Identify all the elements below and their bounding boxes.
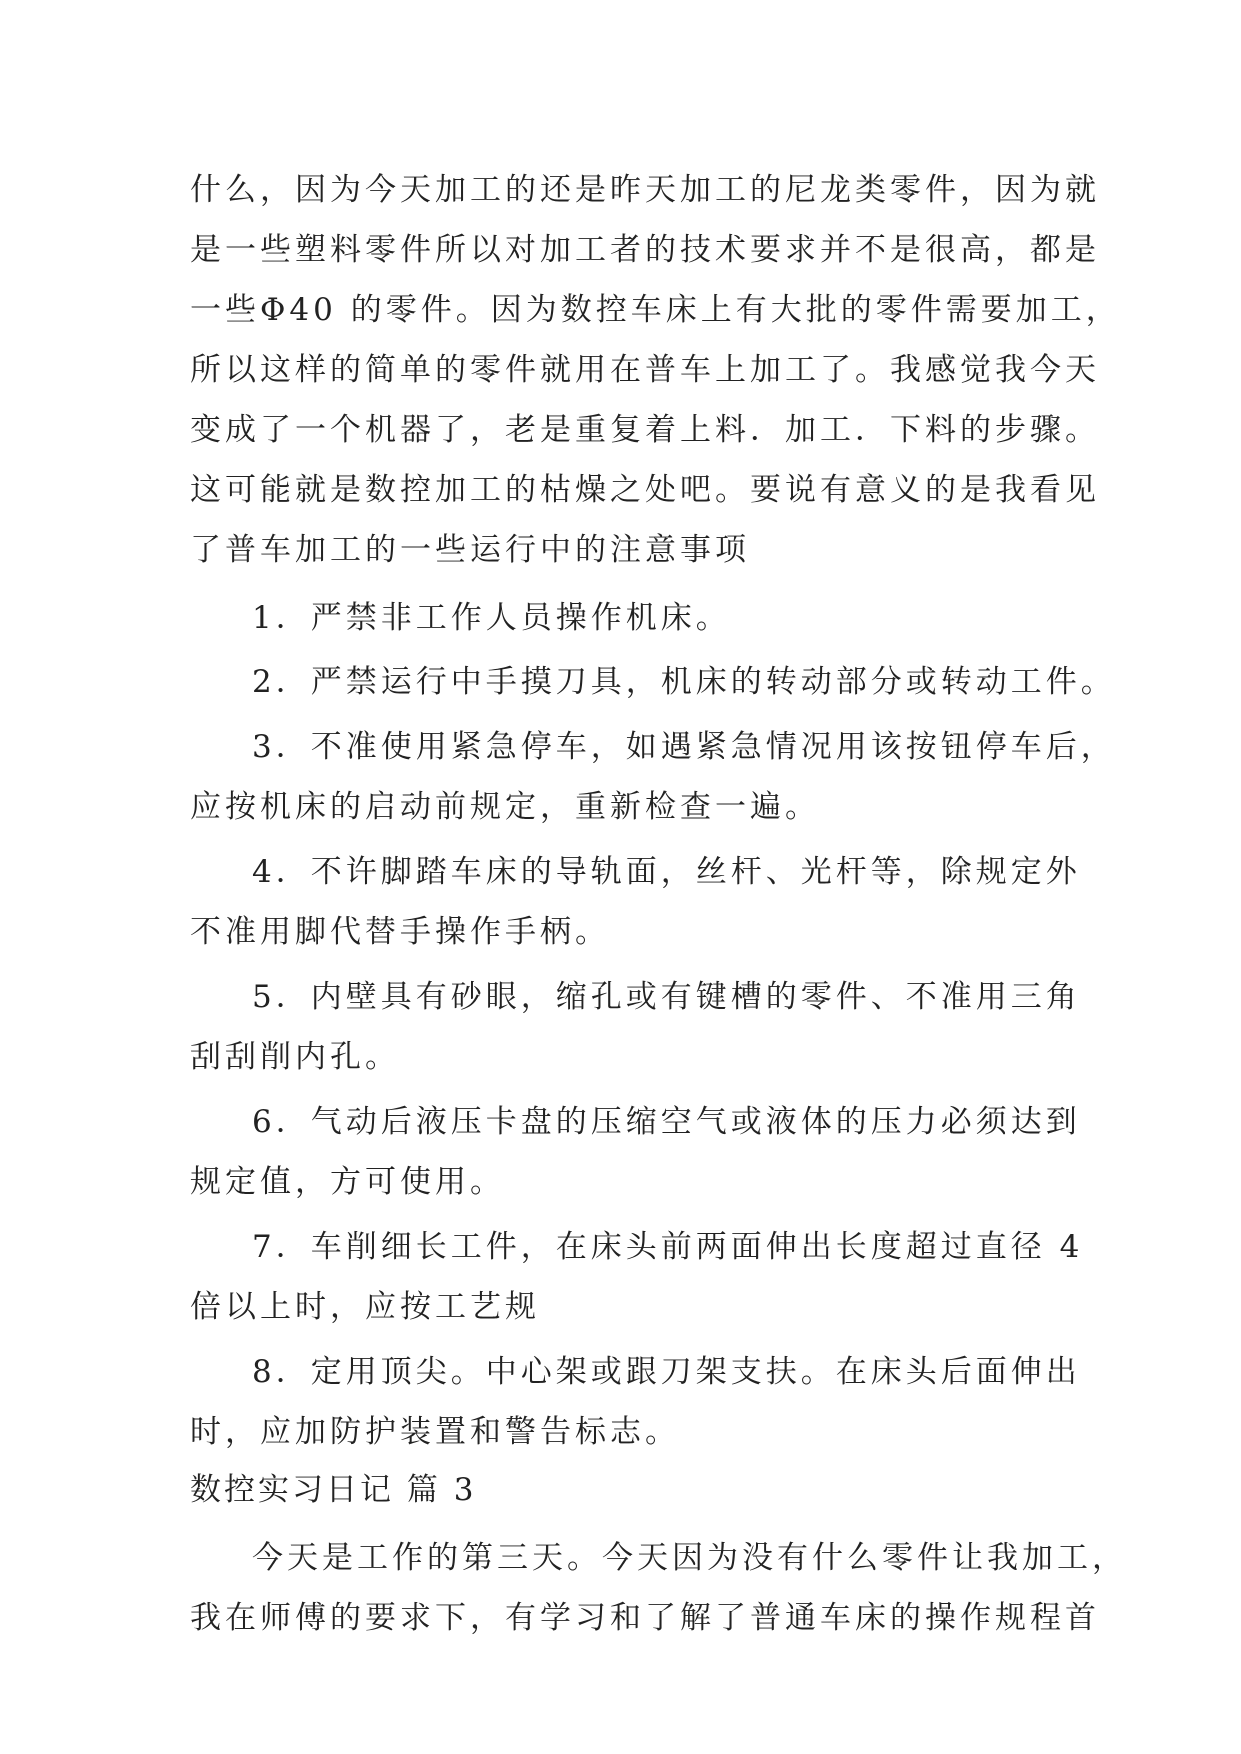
rule-item-4-continuation: 不准用脚代替手操作手柄。 [190, 914, 610, 950]
rule-item-5: 5．内壁具有砂眼，缩孔或有键槽的零件、不准用三角 [252, 979, 1081, 1015]
rule-item-7-continuation: 倍以上时，应按工艺规 [190, 1289, 540, 1325]
paragraph-line: 我在师傅的要求下，有学习和了解了普通车床的操作规程首 [190, 1600, 1100, 1636]
paragraph-line: 所以这样的简单的零件就用在普车上加工了。我感觉我今天 [190, 352, 1100, 388]
paragraph-line: 是一些塑料零件所以对加工者的技术要求并不是很高，都是 [190, 232, 1100, 268]
rule-item-2: 2．严禁运行中手摸刀具，机床的转动部分或转动工件。 [252, 664, 1116, 700]
rule-item-8: 8．定用顶尖。中心架或跟刀架支扶。在床头后面伸出 [252, 1354, 1081, 1390]
paragraph-line: 今天是工作的第三天。今天因为没有什么零件让我加工， [252, 1540, 1127, 1576]
paragraph-line: 一些Φ40 的零件。因为数控车床上有大批的零件需要加工， [190, 292, 1121, 328]
rule-item-6-continuation: 规定值，方可使用。 [190, 1164, 505, 1200]
paragraph-line: 了普车加工的一些运行中的注意事项 [190, 532, 750, 568]
rule-item-3: 3．不准使用紧急停车，如遇紧急情况用该按钮停车后， [252, 729, 1116, 765]
rule-item-7: 7．车削细长工件，在床头前两面伸出长度超过直径 4 [252, 1229, 1084, 1265]
paragraph-line: 这可能就是数控加工的枯燥之处吧。要说有意义的是我看见 [190, 472, 1100, 508]
rule-item-1: 1．严禁非工作人员操作机床。 [252, 600, 731, 636]
rule-item-3-continuation: 应按机床的启动前规定，重新检查一遍。 [190, 789, 820, 825]
rule-item-4: 4．不许脚踏车床的导轨面，丝杆、光杆等，除规定外 [252, 854, 1081, 890]
section-heading: 数控实习日记 篇 3 [190, 1472, 477, 1508]
paragraph-line: 什么，因为今天加工的还是昨天加工的尼龙类零件，因为就 [190, 172, 1100, 208]
rule-item-6: 6．气动后液压卡盘的压缩空气或液体的压力必须达到 [252, 1104, 1081, 1140]
rule-item-8-continuation: 时，应加防护装置和警告标志。 [190, 1414, 680, 1450]
paragraph-line: 变成了一个机器了，老是重复着上料．加工．下料的步骤。 [190, 412, 1100, 448]
rule-item-5-continuation: 刮刮削内孔。 [190, 1039, 400, 1075]
